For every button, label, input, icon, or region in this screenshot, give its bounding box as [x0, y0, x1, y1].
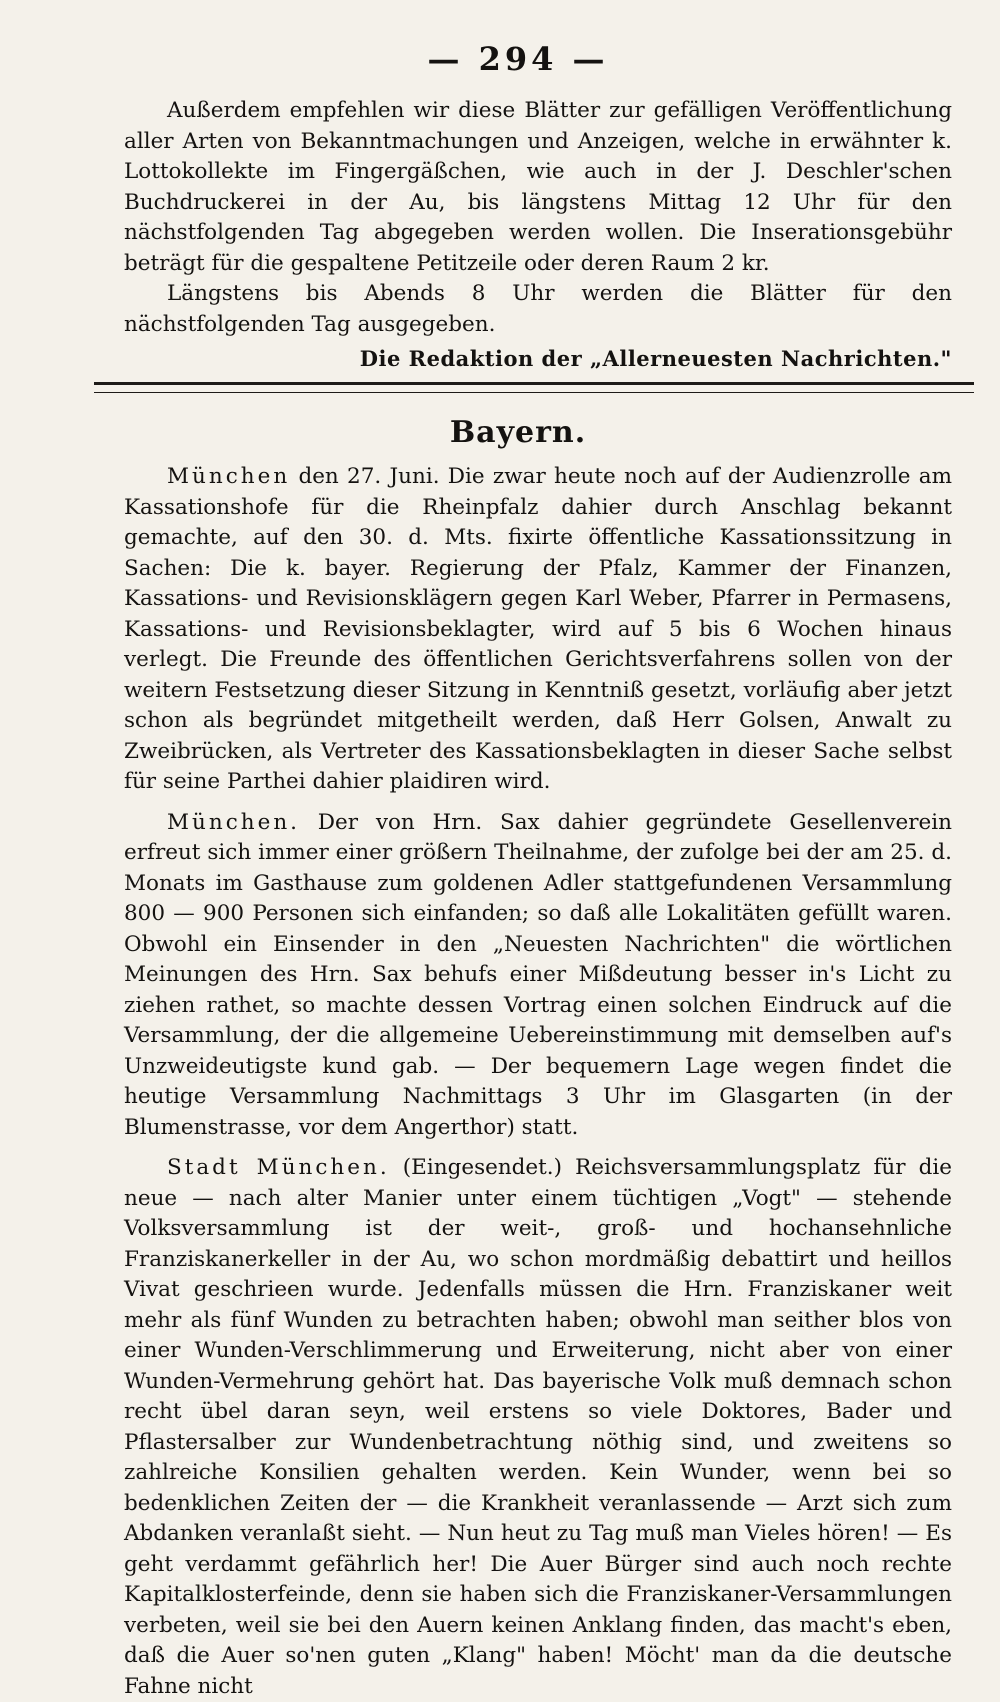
publisher-notice	[124, 96, 952, 374]
article-paragraph	[124, 462, 952, 798]
article-munich-court	[124, 462, 952, 798]
article-paragraph	[124, 808, 952, 1144]
article-text: Der von Hrn. Sax dahier gegründete Gesellenverein erfreut sich immer einer größern Theilnahme, der zufolge bei der am 25. d. Monats im Gasthause zum goldenen Adler stattgefundenen Versammlung 800 — 900 Personen sich einfanden; so daß alle Lokalitäten gefüllt waren. Obwohl ein Einsender in den „Neuesten Nachrichten" die wörtlichen Meinungen des Hrn. Sax behufs einer Mißdeutung besser in's Licht zu ziehen rathet, so machte dessen Vortrag einen solchen Eindruck auf die Versammlung, der die allgemeine Uebereinstimmung mit demselben auf's Unzweideutigste kund gab. — Der bequemern Lage wegen findet die heutige Versammlung Nachmittags 3 Uhr im Glasgarten (in der Blumenstrasse, vor dem Angerthor) statt.	[124, 809, 952, 1140]
notice-paragraph-2: Längstens bis Abends 8 Uhr werden die Blätter für den nächstfolgenden Tag ausgegeben.	[124, 281, 952, 337]
article-dateline: München	[167, 464, 291, 489]
page-number: — 294 —	[427, 40, 609, 78]
section-divider	[94, 382, 974, 393]
editorial-signature: Die Redaktion der „Allerneuesten Nachrichten."	[359, 346, 952, 371]
article-paragraph	[124, 1153, 952, 1702]
article-text: den 27. Juni. Die zwar heute noch auf der Audienzrolle am Kassationshofe für die Rheinpfalz dahier durch Anschlag bekannt gemachte, auf den 30. d. Mts. fixirte öffentliche Kassationssitzung in Sachen: Die k. bayer. Regierung der Pfalz, Kammer der Finanzen, Kassations- und Revisionsklägern gegen Karl Weber, Pfarrer in Permasens, Kassations- und Revisionsbeklagter, wird auf 5 bis 6 Wochen hinaus verlegt. Die Freunde des öffentlichen Gerichtsverfahrens sollen von der weitern Festsetzung dieser Sitzung in Kenntniß gesetzt, vorläufig aber jetzt schon als begründet mitgetheilt werden, daß Herr Golsen, Anwalt zu Zweibrücken, als Vertreter des Kassationsbeklagten in dieser Sache selbst für seine Parthei dahier plaidiren wird.	[124, 464, 952, 794]
notice-paragraph-1: Außerdem empfehlen wir diese Blätter zur gefälligen Veröffentlichung aller Arten von Bekanntmachungen und Anzeigen, welche in erwähnter k. Lottokollekte im Fingergäßchen, wie auch in der J. Deschler'schen Buchdruckerei in der Au, bis längstens Mittag 12 Uhr für den nächstfolgenden Tag abgegeben werden wollen. Die Inserationsgebühr beträgt für die gespaltene Petitzeile oder deren Raum 2 kr.	[124, 98, 952, 276]
article-munich-journeymen	[124, 808, 952, 1144]
article-text: (Eingesendet.) Reichsversammlungsplatz für die neue — nach alter Manier unter einem tüchtigen „Vogt" — stehende Volksversammlung ist der weit-, groß- und hochansehnliche Franziskanerkeller in der Au, wo schon mordmäßig debattirt und heillos Vivat geschrieen wurde. Jedenfalls müssen die Hrn. Franziskaner weit mehr als fünf Wunden zu betrachten haben; obwohl man seither blos von einer Wunden-Verschlimmerung und Erweiterung, nicht aber von einer Wunden-Vermehrung gehört hat. Das bayerische Volk muß demnach schon recht übel daran seyn, weil erstens so viele Doktores, Bader und Pflastersalber zur Wundenbetrachtung nöthig sind, und zweitens so zahlreiche Konsilien gehalten werden. Kein Wunder, wenn bei so bedenklichen Zeiten der — die Krankheit veranlassende — Arzt sich zum Abdanken veranlaßt sieht. — Nun heut zu Tag muß man Vieles hören! — Es geht verdammt gefährlich her! Die Auer Bürger sind auch noch rechte Kapitalklosterfeinde, denn sie haben sich die Franziskaner-Versammlungen verbeten, weil sie bei den Auern keinen Anklang finden, das macht's eben, daß die Auer so'nen guten „Klang" haben! Möcht' man da die deutsche Fahne nicht	[124, 1155, 952, 1699]
article-dateline: Stadt München.	[167, 1155, 390, 1180]
section-title: Bayern.	[449, 415, 587, 450]
article-city-munich	[124, 1153, 952, 1702]
article-dateline: München.	[167, 809, 301, 835]
